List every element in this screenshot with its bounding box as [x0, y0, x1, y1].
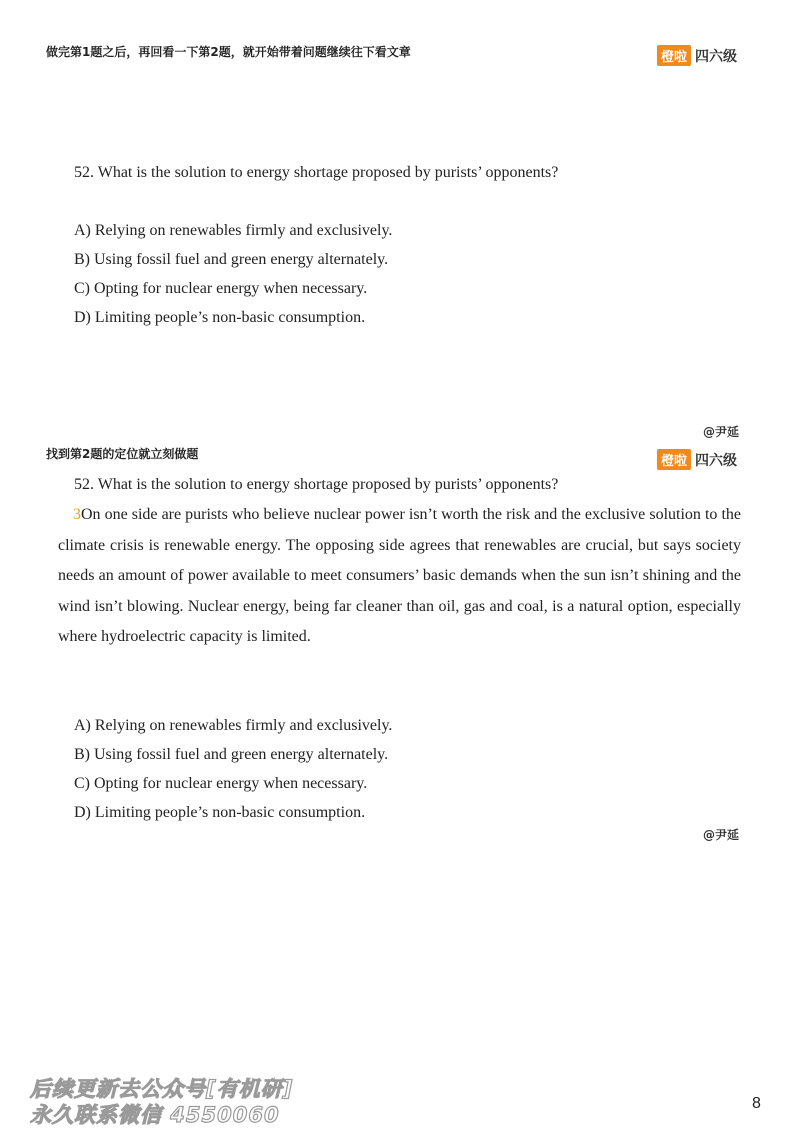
passage: [58, 500, 741, 653]
option-c-2: C) Opting for nuclear energy when necessary.: [74, 775, 368, 792]
brand-label-a: 橙啦: [657, 45, 691, 66]
watermark-line-1: 后续更新去公众号[有机研]: [30, 1077, 294, 1101]
watermark-line-2: 永久联系微信 4550060: [30, 1103, 280, 1127]
brand-logo-1: [657, 45, 739, 66]
signature-2: @尹延: [703, 828, 740, 842]
option-a-1: A) Relying on renewables firmly and exclusively.: [74, 222, 393, 239]
option-d-2: D) Limiting people’s non-basic consumption.: [74, 804, 366, 821]
passage-text: On one side are purists who believe nuclear power isn’t worth the risk and the exclusive solution to the climate crisis is renewable energy. The opposing side agrees that renewables are crucial, but says society needs an amount of power available to meet consumers’ basic demands when the sun isn’t shining and the wind isn’t blowing. Nuclear energy, being far cleaner than oil, gas and coal, is a natural option, especially where hydroelectric capacity is limited.: [58, 506, 741, 645]
option-c-1: C) Opting for nuclear energy when necessary.: [74, 280, 368, 297]
page-number: 8: [752, 1095, 761, 1112]
question-1: 52. What is the solution to energy shortage proposed by purists’ opponents?: [74, 164, 559, 181]
brand-label-b: 四六级: [695, 48, 738, 65]
option-a-2: A) Relying on renewables firmly and exclusively.: [74, 717, 393, 734]
option-b-1: B) Using fossil fuel and green energy alternately.: [74, 251, 389, 268]
question-2: 52. What is the solution to energy shortage proposed by purists’ opponents?: [74, 476, 559, 493]
option-b-2: B) Using fossil fuel and green energy alternately.: [74, 746, 389, 763]
signature-1: @尹延: [703, 425, 740, 439]
header-note-2: 找到第2题的定位就立刻做题: [46, 447, 199, 461]
brand-logo-2: [657, 449, 739, 470]
header-note-1: 做完第1题之后，再回看一下第2题，就开始带着问题继续往下看文章: [46, 45, 411, 59]
paragraph-number: 3: [73, 506, 81, 523]
watermark: [30, 1076, 293, 1128]
option-d-1: D) Limiting people’s non-basic consumption.: [74, 309, 366, 326]
brand-label-b: 四六级: [695, 452, 738, 469]
brand-label-a: 橙啦: [657, 449, 691, 470]
